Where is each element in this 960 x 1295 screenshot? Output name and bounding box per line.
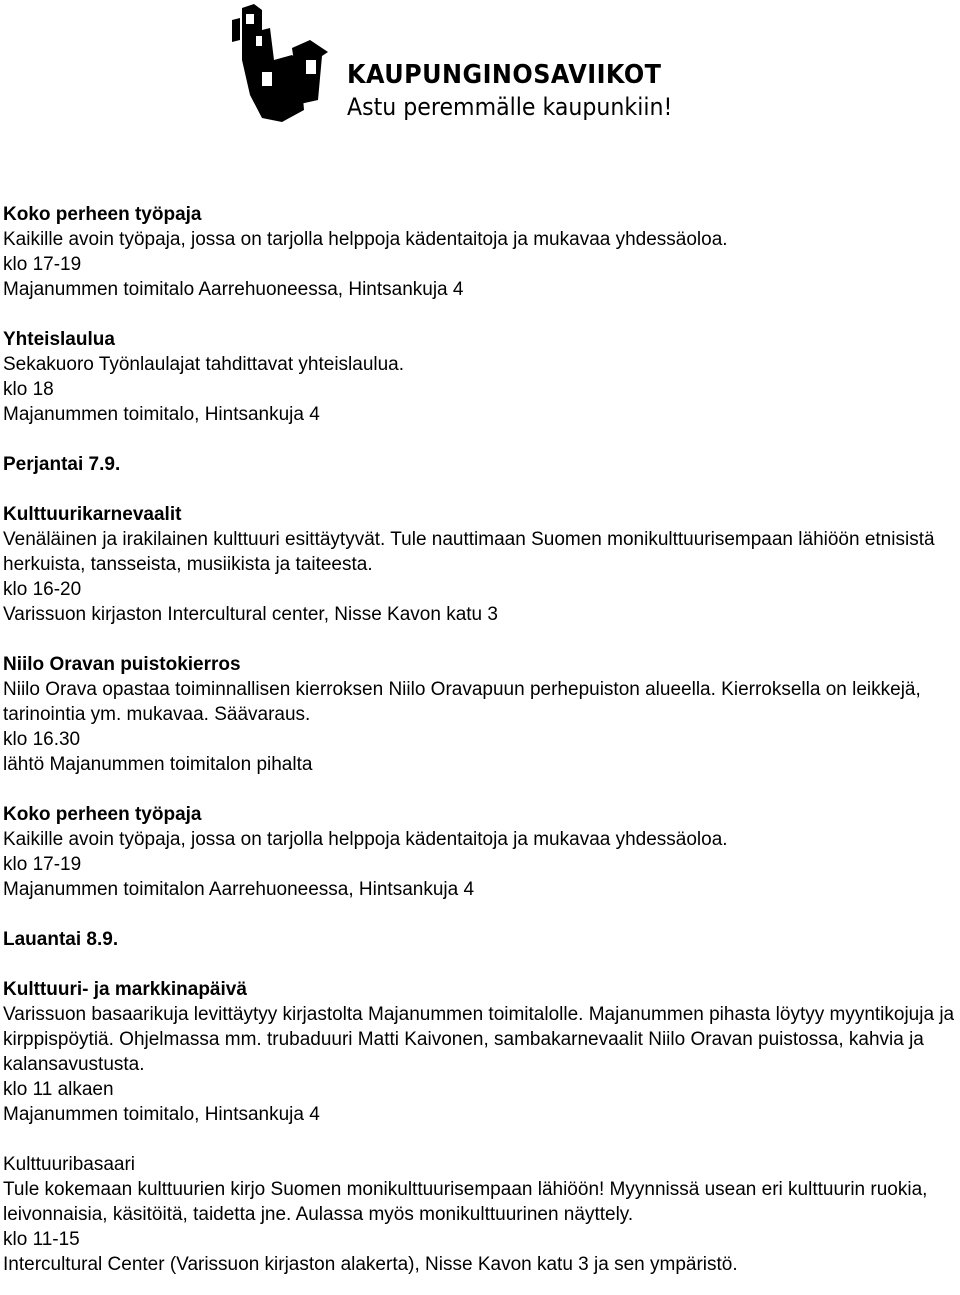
event-block: [3, 502, 958, 627]
event-place: Majanummen toimitalon Aarrehuoneessa, Hintsankuja 4: [3, 879, 475, 900]
event-description: Niilo Orava opastaa toiminnallisen kierroksen Niilo Oravapuun perhepuiston alueella. Kierroksella on leikkejä, tarinointia ym. mukavaa. Säävaraus.: [3, 679, 921, 725]
event-block: [3, 202, 958, 302]
event-title: Niilo Oravan puistokierros: [3, 654, 241, 675]
event-block: [3, 802, 958, 902]
event-title: Kulttuuri- ja markkinapäivä: [3, 979, 247, 1000]
event-title: Yhteislaulua: [3, 329, 115, 350]
day-heading-saturday: Lauantai 8.9.: [3, 929, 119, 950]
event-time: klo 16.30: [3, 729, 81, 750]
event-block: [3, 327, 958, 427]
logo-title: KAUPUNGINOSAVIIKOT: [347, 60, 662, 90]
day-heading-friday: Perjantai 7.9.: [3, 454, 121, 475]
event-time: klo 11-15: [3, 1229, 80, 1250]
event-block: [3, 977, 958, 1127]
event-description: Tule kokemaan kulttuurien kirjo Suomen monikulttuurisempaan lähiöön! Myynnissä usean eri kulttuurin ruokia, leivonnaisia, käsitöitä, taidetta jne. Aulassa myös monikulttuurinen näyttely.: [3, 1179, 928, 1225]
logo: [232, 0, 692, 130]
event-title: Kulttuurikarnevaalit: [3, 504, 182, 525]
event-list: [3, 202, 958, 1277]
event-title: Koko perheen työpaja: [3, 804, 202, 825]
event-place: Varissuon kirjaston Intercultural center, Nisse Kavon katu 3: [3, 604, 498, 625]
event-time: klo 17-19: [3, 854, 82, 875]
event-place: Majanummen toimitalo Aarrehuoneessa, Hintsankuja 4: [3, 279, 464, 300]
event-title: Kulttuuribasaari: [3, 1154, 136, 1175]
event-place: Majanummen toimitalo, Hintsankuja 4: [3, 1104, 320, 1125]
event-title: Koko perheen työpaja: [3, 204, 202, 225]
event-time: klo 16-20: [3, 579, 82, 600]
event-time: klo 17-19: [3, 254, 82, 275]
event-block: [3, 1152, 958, 1277]
event-place: Majanummen toimitalo, Hintsankuja 4: [3, 404, 320, 425]
event-place: lähtö Majanummen toimitalon pihalta: [3, 754, 313, 775]
event-description: Sekakuoro Työnlaulajat tahdittavat yhteislaulua.: [3, 354, 405, 375]
event-description: Venäläinen ja irakilainen kulttuuri esittäytyvät. Tule nauttimaan Suomen monikulttuurisempaan lähiöön etnisistä herkuista, tansseista, musiikista ja taiteesta.: [3, 529, 935, 575]
event-place: Intercultural Center (Varissuon kirjaston alakerta), Nisse Kavon katu 3 ja sen ympäristö.: [3, 1254, 738, 1275]
logo-tagline: Astu peremmälle kaupunkiin!: [347, 93, 673, 121]
event-description: Kaikille avoin työpaja, jossa on tarjolla helppoja kädentaitoja ja mukavaa yhdessäoloa.: [3, 829, 728, 850]
event-block: [3, 652, 958, 777]
event-time: klo 11 alkaen: [3, 1079, 114, 1100]
event-description: Varissuon basaarikuja levittäytyy kirjastolta Majanummen toimitalolle. Majanummen pihasta löytyy myyntikojuja ja kirppispöytiä. Ohjelmassa mm. trubaduuri Matti Kaivonen, sambakarnevaalit Niilo Oravan puistossa, kahvia ja kalansavustusta.: [3, 1004, 955, 1075]
event-description: Kaikille avoin työpaja, jossa on tarjolla helppoja kädentaitoja ja mukavaa yhdessäoloa.: [3, 229, 728, 250]
event-time: klo 18: [3, 379, 54, 400]
building-logo-icon: [232, 0, 342, 125]
